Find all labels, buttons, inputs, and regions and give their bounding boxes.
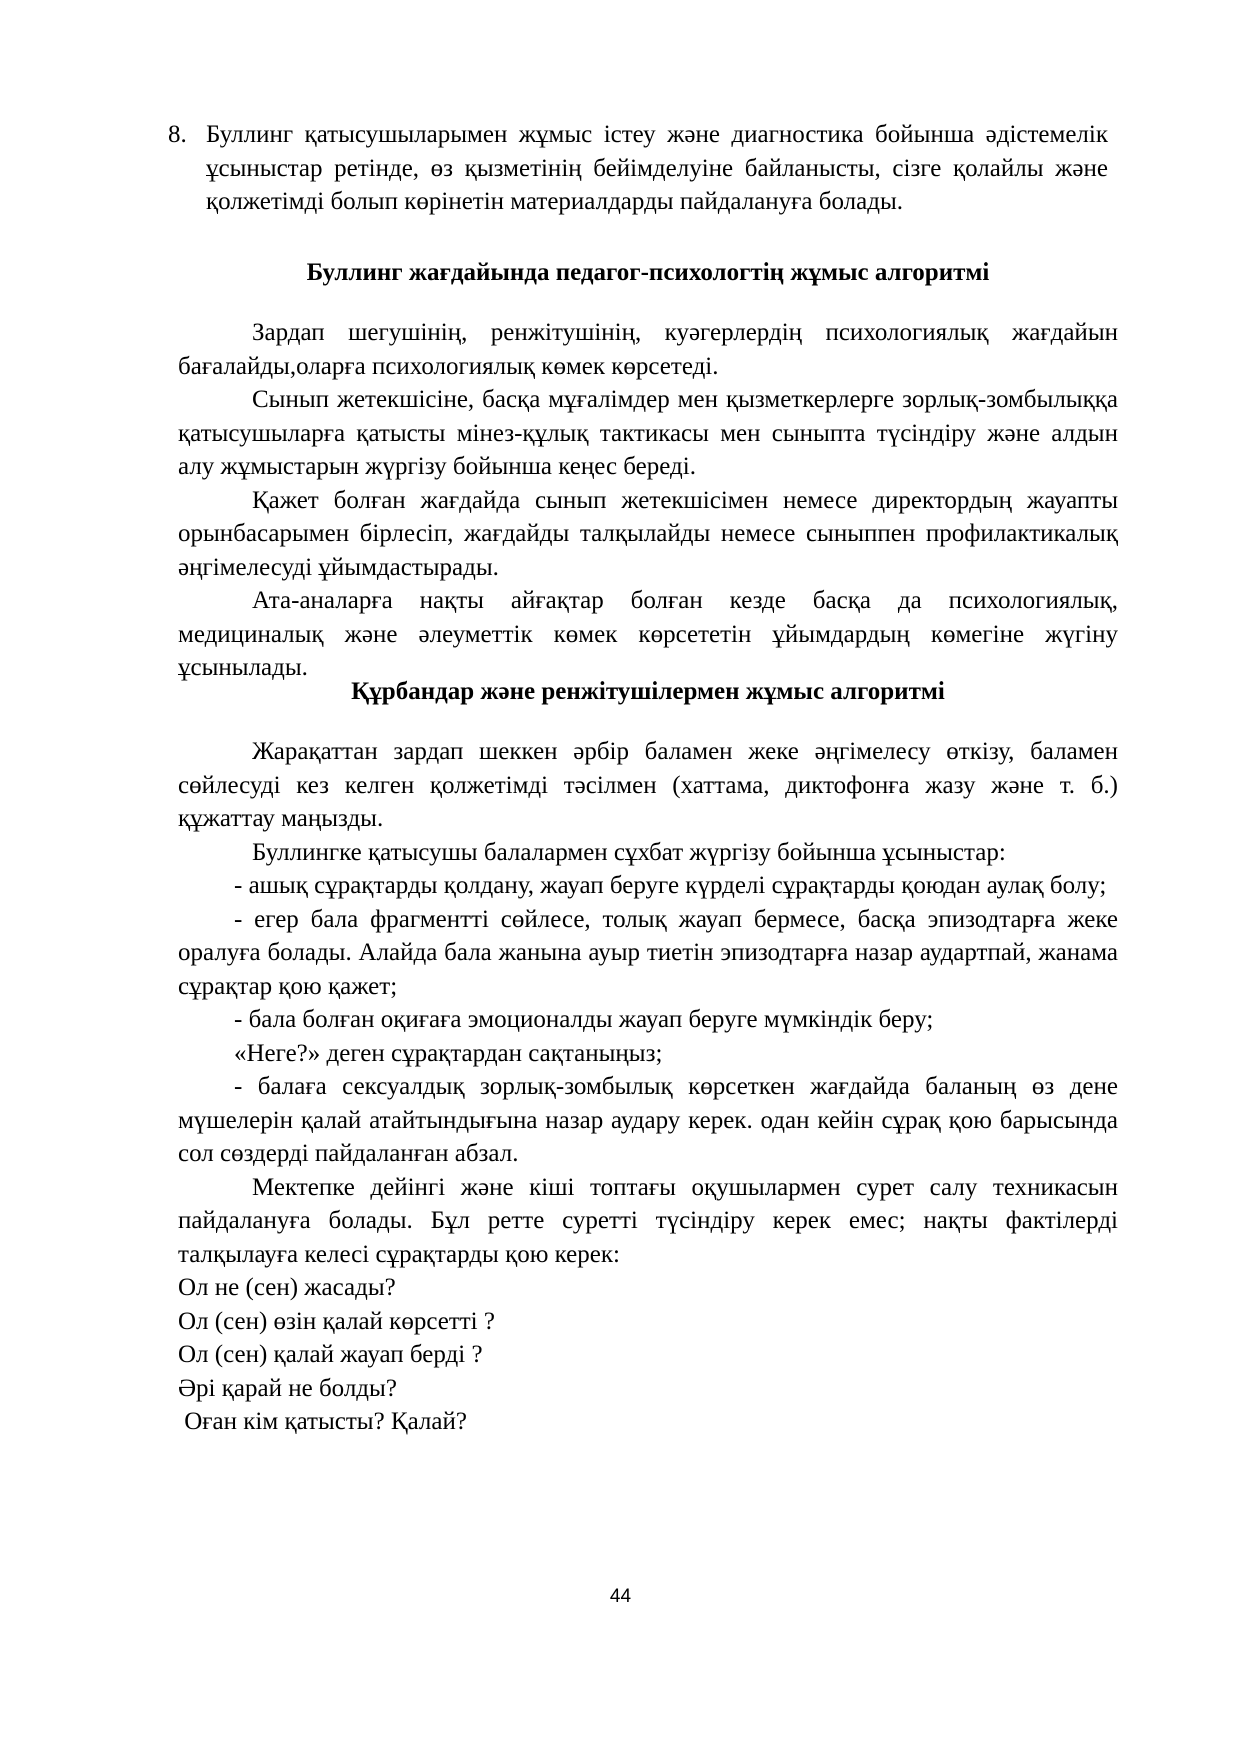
question-line: Әрі қарай не болды? bbox=[178, 1374, 397, 1402]
recommendation-item: - бала болған оқиғаға эмоционалды жауап беруге мүмкіндік беру; bbox=[234, 1006, 934, 1033]
section1-body bbox=[178, 316, 1118, 685]
question-line: Ол не (сен) жасады? bbox=[178, 1274, 396, 1301]
recommendation-item: - балаға сексуалдық зорлық-зомбылық көрсеткен жағдайда баланың өз дене мүшелерін қалай атайтындығына назар аудару керек. одан кейін сұрақ қою барысында сол сөздерді пайдаланған абзал. bbox=[178, 1073, 1118, 1167]
section2-body bbox=[178, 735, 1118, 1439]
list-item-text: Буллинг қатысушыларымен жұмыс істеу және диагностика бойынша әдістемелік ұсыныстар ретінде, өз қызметінің бейімделуіне байланысты, сізге қолайлы және қолжетімді болып көрінетін материалдарды пайдалануға болады. bbox=[206, 121, 1108, 215]
recommendation-item: - егер бала фрагментті сөйлесе, толық жауап бермесе, басқа эпизодтарға жеке оралуға болады. Алайда бала жанына ауыр тиетін эпизодтарға назар аудартпай, жанама сұрақтар қою қажет; bbox=[178, 905, 1118, 1000]
section-heading-victims-offenders: Құрбандар және ренжітушілермен жұмыс алгоритмі bbox=[351, 678, 945, 705]
paragraph: Зардап шегушінің, ренжітушінің, куәгерлердің психологиялық жағдайын бағалайды,оларға психологиялық көмек көрсетеді. bbox=[178, 319, 1118, 380]
question-line: Ол (сен) қалай жауап берді ? bbox=[178, 1341, 483, 1368]
numbered-list-item bbox=[168, 118, 1108, 219]
paragraph: Мектепке дейінгі және кіші топтағы оқушылармен сурет салу техникасын пайдалануға болады. Бұл ретте суретті түсіндіру керек емес; нақты фактілерді талқылауға келесі сұрақтарды қою керек: bbox=[178, 1173, 1118, 1268]
question-line: Ол (сен) өзін қалай көрсетті ? bbox=[178, 1307, 495, 1335]
question-line: Оған кім қатысты? Қалай? bbox=[178, 1408, 467, 1435]
paragraph: Қажет болған жағдайда сынып жетекшісімен немесе директордың жауапты орынбасарымен бірлесіп, жағдайды талқылайды немесе сыныппен профилактикалық әңгімелесуді ұйымдастырады. bbox=[178, 486, 1118, 581]
paragraph: Жарақаттан зардап шеккен әрбір баламен жеке әңгімелесу өткізу, баламен сөйлесуді кез келген қолжетімді тәсілмен (хаттама, диктофонға жазу және т. б.) құжаттау маңызды. bbox=[178, 738, 1118, 832]
recommendation-item: - ашық сұрақтарды қолдану, жауап беруге күрделі сұрақтарды қоюдан аулақ болу; bbox=[234, 872, 1107, 899]
section-heading-teacher-psychologist: Буллинг жағдайында педагог-психологтің жұмыс алгоритмі bbox=[306, 259, 990, 286]
paragraph: Сынып жетекшісіне, басқа мұғалімдер мен қызметкерлерге зорлық-зомбылыққа қатысушыларға қатысты мінез-құлық тактикасы мен сыныпта түсіндіру және алдын алу жұмыстарын жүргізу бойынша кеңес береді. bbox=[178, 386, 1118, 480]
page-number: 44 bbox=[609, 1586, 632, 1607]
paragraph: Ата-аналарға нақты айғақтар болған кезде басқа да психологиялық, медициналық және әлеуметтік көмек көрсететін ұйымдардың көмегіне жүгіну ұсынылады. bbox=[178, 587, 1118, 681]
paragraph: Буллингке қатысушы балалармен сұхбат жүргізу бойынша ұсыныстар: bbox=[252, 838, 1006, 866]
recommendation-item: «Неге?» деген сұрақтардан сақтаныңыз; bbox=[234, 1039, 663, 1067]
list-number: 8. bbox=[168, 121, 187, 148]
